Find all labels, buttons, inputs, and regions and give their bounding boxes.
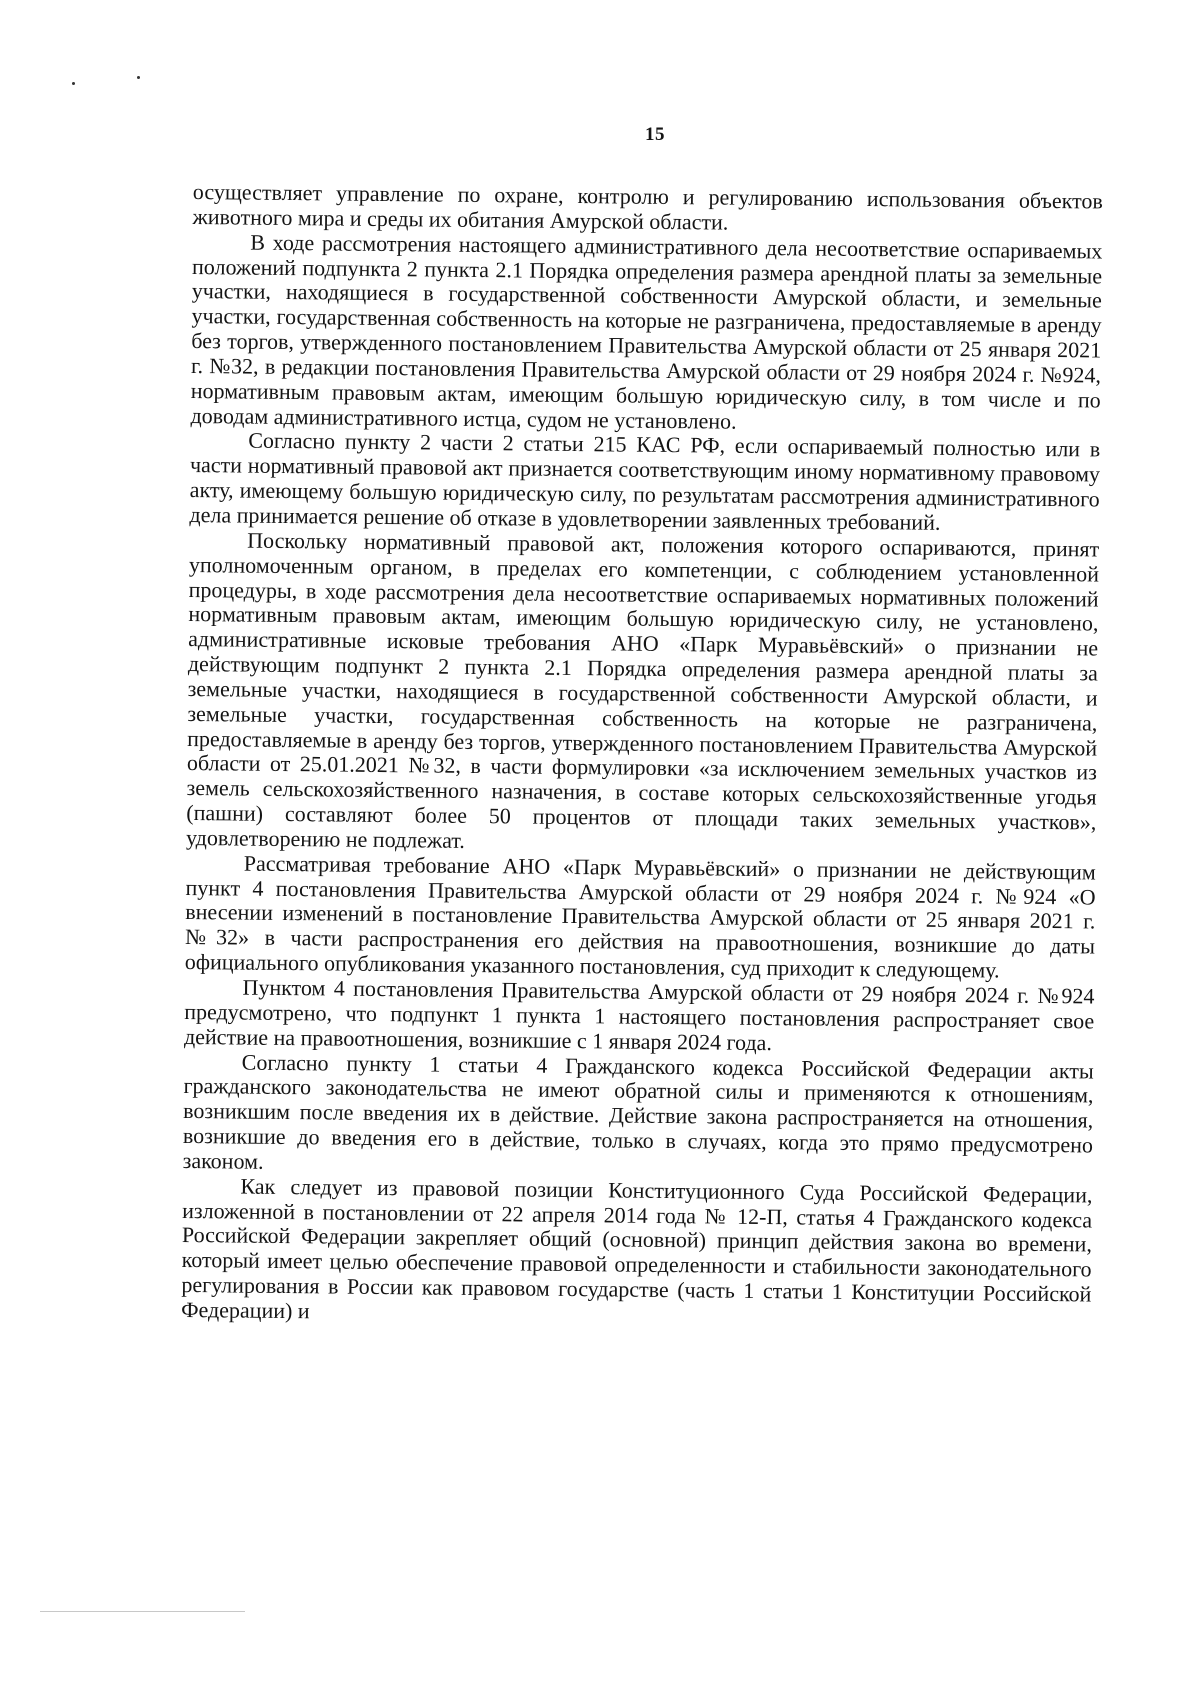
- paragraph-4: Поскольку нормативный правовой акт, положения которого оспариваются, принят уполномоченным органом, в пределах его компетенции, с соблюдением установленной процедуры, в ходе рассмотрения дела несоответствие оспариваемых нормативных положений нормативным правовым актам, имеющим большую юридическую силу, не установлено, административные исковые требования АНО «Парк Муравьёвский» о признании не действующим подпункт 2 пункта 2.1 Порядка определения размера арендной платы за земельные участки, находящиеся в государственной собственности Амурской области, и земельные участки, государственная собственность на которые не разграничена, предоставляемые в аренду без торгов, утвержденного постановлением Правительства Амурской области от 25.01.2021 №32, в части формулировки «за исключением земельных участков из земель сельскохозяйственного назначения, в составе которых сельскохозяйственные угодья (пашни) составляют более 50 процентов от площади таких земельных участков», удовлетворению не подлежат.: [185, 527, 1100, 853]
- document-body: [181, 180, 1103, 1332]
- paragraph-1: осуществляет управление по охране, контролю и регулированию использования объектов животного мира и среды их обитания Амурской области.: [192, 179, 1103, 235]
- page-number: 15: [645, 124, 665, 145]
- paragraph-2: В ходе рассмотрения настоящего административного дела несоответствие оспариваемых положений подпункта 2 пункта 2.1 Порядка определения размера арендной платы за земельные участки, находящиеся в государственной собственности Амурской области, и земельные участки, государственная собственность на которые не разграничена, предоставляемые в аренду без торгов, утвержденного постановлением Правительства Амурской области от 25 января 2021 г. №32, в редакции постановления Правительства Амурской области от 29 ноября 2024 г. №924, нормативным правовым актам, имеющим большую юридическую силу, в том числе и по доводам административного истца, судом не установлено.: [190, 229, 1103, 434]
- footer-rule: [40, 1611, 245, 1612]
- scan-speck: [137, 76, 140, 79]
- scan-speck: [72, 82, 75, 85]
- paragraph-6: Пунктом 4 постановления Правительства Амурской области от 29 ноября 2024 г. №924 предусмотрено, что подпункт 1 пункта 1 настоящего постановления распространяет свое действие на правоотношения, возникшие с 1 января 2024 года.: [183, 974, 1095, 1055]
- paragraph-8: Как следует из правовой позиции Конституционного Суда Российской Федерации, изложенной в постановлении от 22 апреля 2014 года № 12-П, статья 4 Гражданского кодекса Российской Федерации закрепляет общий (основной) принцип действия закона во времени, который имеет целью обеспечение правовой определенности и стабильности законодательного регулирования в России как правовом государстве (часть 1 статьи 1 Конституции Российской Федерации) и: [181, 1173, 1093, 1324]
- paragraph-3: Согласно пункту 2 части 2 статьи 215 КАС РФ, если оспариваемый полностью или в части нормативный правовой акт признается соответствующим иному нормативному правовому акту, имеющему большую юридическую силу, по результатам рассмотрения административного дела принимается решение об отказе в удовлетворении заявленных требований.: [189, 428, 1101, 535]
- paragraph-5: Рассматривая требование АНО «Парк Муравьёвский» о признании не действующим пункт 4 постановления Правительства Амурской области от 29 ноября 2024 г. №924 «О внесении изменений в постановление Правительства Амурской области от 25 января 2021 г. №32» в части распространения его действия на правоотношения, возникшие до даты официального опубликования указанного постановления, суд приходит к следующему.: [184, 850, 1096, 983]
- paragraph-7: Согласно пункту 1 статьи 4 Гражданского кодекса Российской Федерации акты гражданского законодательства не имеют обратной силы и применяются к отношениям, возникшим после введения их в действие. Действие закона распространяется на отношения, возникшие до введения его в действие, только в случаях, когда это прямо предусмотрено законом.: [182, 1049, 1094, 1174]
